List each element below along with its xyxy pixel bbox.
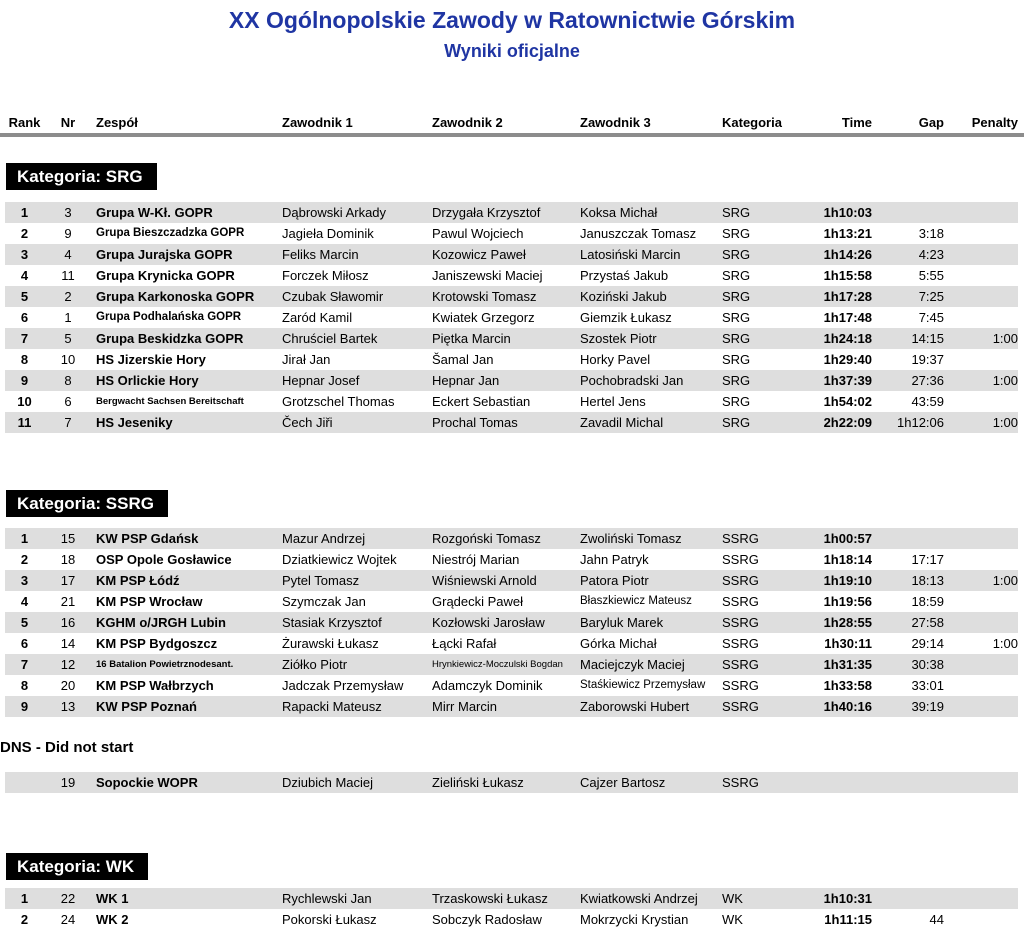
- table-row: [5, 772, 1018, 793]
- competitor-3-cell: Jahn Patryk: [580, 552, 649, 567]
- time-cell: 1h24:18: [823, 331, 872, 346]
- team-name-cell: KM PSP Wrocław: [96, 594, 203, 609]
- competitor-3-cell: Hertel Jens: [580, 394, 646, 409]
- time-cell: 1h19:10: [823, 573, 872, 588]
- table-row: [5, 286, 1018, 307]
- table-row: [5, 412, 1018, 433]
- gap-cell: 33:01: [911, 678, 944, 693]
- bib-number-cell: 8: [64, 373, 72, 388]
- gap-cell: 4:23: [918, 247, 944, 262]
- category-cell: SSRG: [722, 657, 759, 672]
- rank-cell: 4: [20, 594, 29, 609]
- team-name-cell: WK 1: [96, 891, 129, 906]
- rank-cell: 6: [20, 310, 29, 325]
- category-cell: SSRG: [722, 573, 759, 588]
- competitor-3-cell: Baryluk Marek: [580, 615, 664, 630]
- competitor-2-cell: Kwiatek Grzegorz: [432, 310, 535, 325]
- penalty-cell: [944, 307, 1018, 328]
- table-row: [5, 349, 1018, 370]
- competitor-3-cell: Horky Pavel: [580, 352, 651, 367]
- penalty-cell: [944, 675, 1018, 696]
- category-srg-banner-row: [0, 163, 1024, 190]
- competitor-3-cell: Kwiatkowski Andrzej: [580, 891, 698, 906]
- bib-number-cell: 1: [64, 310, 72, 325]
- time-cell: 1h30:11: [824, 636, 872, 651]
- competitor-3-cell: Staśkiewicz Przemysław: [580, 679, 706, 691]
- table-row: [5, 675, 1018, 696]
- rank-cell: 6: [20, 636, 29, 651]
- bib-number-cell: 13: [60, 699, 76, 714]
- time-cell: 1h17:28: [823, 289, 872, 304]
- team-name-cell: HS Jeseniky: [96, 415, 173, 430]
- competitor-3-cell: Błaszkiewicz Mateusz: [580, 595, 692, 607]
- team-name-cell: Grupa Karkonoska GOPR: [96, 289, 255, 304]
- team-name-cell: KW PSP Poznań: [96, 699, 197, 714]
- penalty-cell: [944, 202, 1018, 223]
- competitor-3-cell: Pochobradski Jan: [580, 373, 684, 388]
- category-cell: SRG: [722, 394, 751, 409]
- competitor-2-cell: Rozgoński Tomasz: [432, 531, 541, 546]
- bib-number-cell: 22: [60, 891, 76, 906]
- team-name-cell: Grupa W-Kł. GOPR: [96, 205, 213, 220]
- penalty-cell: [944, 612, 1018, 633]
- table-row: [5, 528, 1018, 549]
- table-row: [5, 244, 1018, 265]
- time-cell: 1h00:57: [823, 531, 872, 546]
- rank-cell: 3: [20, 573, 29, 588]
- time-cell: 1h33:58: [823, 678, 872, 693]
- gap-cell: 18:13: [911, 573, 944, 588]
- competitor-2-cell: Łącki Rafał: [432, 636, 497, 651]
- team-name-cell: KM PSP Łódź: [96, 573, 180, 588]
- bib-number-cell: 12: [60, 657, 76, 672]
- team-name-cell: Grupa Podhalańska GOPR: [96, 311, 242, 323]
- table-row: [5, 328, 1018, 349]
- bib-number-cell: 20: [60, 678, 76, 693]
- category-cell: SRG: [722, 289, 751, 304]
- category-cell: SRG: [722, 268, 751, 283]
- rank-cell: 2: [20, 226, 29, 241]
- time-cell: 1h31:35: [823, 657, 872, 672]
- competitor-1-cell: Jirał Jan: [282, 352, 331, 367]
- category-cell: SRG: [722, 310, 751, 325]
- competitor-1-cell: Rapacki Mateusz: [282, 699, 382, 714]
- competitor-1-cell: Czubak Sławomir: [282, 289, 384, 304]
- competitor-1-cell: Čech Jiři: [282, 415, 333, 430]
- column-header-kategoria: Kategoria: [722, 115, 782, 130]
- column-header-team: Zespół: [96, 115, 138, 130]
- time-cell: 1h15:58: [823, 268, 872, 283]
- competitor-1-cell: Żurawski Łukasz: [282, 636, 379, 651]
- competitor-2-cell: Kozłowski Jarosław: [432, 615, 545, 630]
- competitor-3-cell: Mokrzycki Krystian: [580, 912, 689, 927]
- competitor-3-cell: Koziński Jakub: [580, 289, 667, 304]
- category-cell: SRG: [722, 331, 751, 346]
- competitor-2-cell: Prochal Tomas: [432, 415, 518, 430]
- page-subtitle: Wyniki oficjalne: [444, 41, 580, 61]
- competitor-2-cell: Sobczyk Radosław: [432, 912, 542, 927]
- bib-number-cell: 19: [60, 775, 76, 790]
- time-cell: 1h28:55: [823, 615, 872, 630]
- category-ssrg-banner-row: [0, 490, 1024, 517]
- competitor-1-cell: Chruściel Bartek: [282, 331, 378, 346]
- competitor-1-cell: Dziatkiewicz Wojtek: [282, 552, 397, 567]
- column-header-time: Time: [841, 115, 872, 130]
- ssrg-results-table: [5, 528, 1018, 717]
- rank-cell: 2: [20, 912, 29, 927]
- bib-number-cell: 18: [60, 552, 76, 567]
- category-cell: SRG: [722, 247, 751, 262]
- gap-cell: [872, 888, 944, 909]
- rank-cell: 8: [20, 678, 29, 693]
- column-header-rank: Rank: [8, 115, 41, 130]
- team-name-cell: OSP Opole Gosławice: [96, 552, 232, 567]
- category-wk-banner: Kategoria: WK: [6, 853, 148, 880]
- competitor-1-cell: Pytel Tomasz: [282, 573, 360, 588]
- dns-heading: DNS - Did not start: [0, 739, 134, 756]
- competitor-1-cell: Ziółko Piotr: [282, 657, 348, 672]
- team-name-cell: Grupa Jurajska GOPR: [96, 247, 233, 262]
- penalty-cell: 1:00: [992, 415, 1018, 430]
- column-header-row: [5, 112, 1018, 133]
- penalty-cell: [944, 223, 1018, 244]
- bib-number-cell: 24: [60, 912, 76, 927]
- bib-number-cell: 15: [60, 531, 76, 546]
- column-header-penalty: Penalty: [971, 115, 1018, 130]
- gap-cell: 19:37: [911, 352, 944, 367]
- competitor-1-cell: Forczek Miłosz: [282, 268, 369, 283]
- bib-number-cell: 9: [64, 226, 72, 241]
- time-cell: 2h22:09: [823, 415, 872, 430]
- penalty-cell: 1:00: [992, 636, 1018, 651]
- rank-cell: 1: [20, 531, 29, 546]
- team-name-cell: HS Orlickie Hory: [96, 373, 199, 388]
- gap-cell: [872, 202, 944, 223]
- time-cell: 1h18:14: [823, 552, 872, 567]
- gap-cell: 17:17: [911, 552, 944, 567]
- competitor-3-cell: Giemzik Łukasz: [580, 310, 672, 325]
- rank-cell: 7: [20, 331, 29, 346]
- penalty-cell: [944, 696, 1018, 717]
- team-name-cell: HS Jizerskie Hory: [96, 352, 206, 367]
- gap-cell: 7:45: [918, 310, 944, 325]
- time-cell: 1h10:31: [823, 891, 872, 906]
- bib-number-cell: 10: [60, 352, 76, 367]
- competitor-1-cell: Rychlewski Jan: [282, 891, 372, 906]
- penalty-cell: [944, 391, 1018, 412]
- gap-cell: 43:59: [911, 394, 944, 409]
- competitor-2-cell: Adamczyk Dominik: [432, 678, 543, 693]
- penalty-cell: [944, 528, 1018, 549]
- gap-cell: 39:19: [911, 699, 944, 714]
- competitor-1-cell: Grotzschel Thomas: [282, 394, 395, 409]
- category-cell: SSRG: [722, 775, 759, 790]
- competitor-2-cell: Pawul Wojciech: [432, 226, 524, 241]
- competitor-1-cell: Szymczak Jan: [282, 594, 366, 609]
- competitor-2-cell: Kozowicz Paweł: [432, 247, 526, 262]
- category-ssrg-banner: Kategoria: SSRG: [6, 490, 168, 517]
- gap-cell: 27:58: [911, 615, 944, 630]
- competitor-2-cell: Eckert Sebastian: [432, 394, 531, 409]
- competitor-2-cell: Šamal Jan: [432, 352, 494, 367]
- competitor-3-cell: Cajzer Bartosz: [580, 775, 666, 790]
- competitor-1-cell: Stasiak Krzysztof: [282, 615, 382, 630]
- rank-cell: 5: [20, 615, 29, 630]
- competitor-2-cell: Krotowski Tomasz: [432, 289, 537, 304]
- gap-cell: 5:55: [918, 268, 944, 283]
- gap-cell: 7:25: [918, 289, 944, 304]
- dns-table: [5, 772, 1018, 793]
- rank-cell: 5: [20, 289, 29, 304]
- category-cell: SRG: [722, 226, 751, 241]
- gap-cell: [872, 772, 944, 793]
- table-row: [5, 909, 1018, 930]
- column-header-nr: Nr: [60, 115, 76, 130]
- competitor-2-cell: Mirr Marcin: [432, 699, 497, 714]
- penalty-cell: [944, 265, 1018, 286]
- competitor-1-cell: Zaród Kamil: [282, 310, 353, 325]
- competitor-3-cell: Szostek Piotr: [580, 331, 657, 346]
- time-cell: 1h54:02: [823, 394, 872, 409]
- category-cell: SRG: [722, 373, 751, 388]
- penalty-cell: 1:00: [992, 331, 1018, 346]
- time-cell: 1h17:48: [823, 310, 872, 325]
- team-name-cell: Grupa Bieszczadzka GOPR: [96, 227, 245, 239]
- competitor-2-cell: Hepnar Jan: [432, 373, 500, 388]
- bib-number-cell: 16: [60, 615, 76, 630]
- gap-cell: 44: [929, 912, 944, 927]
- time-cell: 1h13:21: [823, 226, 872, 241]
- competitor-2-cell: Zieliński Łukasz: [432, 775, 524, 790]
- rank-cell: 9: [20, 373, 29, 388]
- team-name-cell: KM PSP Wałbrzych: [96, 678, 214, 693]
- rank-cell: 2: [20, 552, 29, 567]
- rank-cell: 10: [17, 394, 32, 409]
- competitor-3-cell: Koksa Michał: [580, 205, 658, 220]
- table-row: [5, 202, 1018, 223]
- penalty-cell: [944, 772, 1018, 793]
- competitor-3-cell: Maciejczyk Maciej: [580, 657, 685, 672]
- category-cell: WK: [722, 912, 743, 927]
- competitor-3-cell: Zavadil Michal: [580, 415, 664, 430]
- category-cell: SSRG: [722, 552, 759, 567]
- category-cell: SSRG: [722, 699, 759, 714]
- bib-number-cell: 14: [60, 636, 76, 651]
- team-name-cell: Grupa Beskidzka GOPR: [96, 331, 244, 346]
- column-header-gap: Gap: [918, 115, 944, 130]
- table-row: [5, 223, 1018, 244]
- gap-cell: 18:59: [911, 594, 944, 609]
- bib-number-cell: 7: [64, 415, 72, 430]
- table-row: [5, 654, 1018, 675]
- table-row: [5, 370, 1018, 391]
- category-cell: SRG: [722, 205, 751, 220]
- table-row: [5, 307, 1018, 328]
- team-name-cell: WK 2: [96, 912, 129, 927]
- rank-cell: 8: [20, 352, 29, 367]
- gap-cell: 29:14: [911, 636, 944, 651]
- column-header-zawodnik1: Zawodnik 1: [282, 115, 353, 130]
- competitor-1-cell: Mazur Andrzej: [282, 531, 366, 546]
- time-cell: 1h11:15: [824, 912, 872, 927]
- table-row: [5, 591, 1018, 612]
- bib-number-cell: 3: [64, 205, 72, 220]
- team-name-cell: KM PSP Bydgoszcz: [96, 636, 218, 651]
- competitor-3-cell: Patora Piotr: [580, 573, 649, 588]
- bib-number-cell: 6: [64, 394, 72, 409]
- competitor-2-cell: Wiśniewski Arnold: [432, 573, 537, 588]
- srg-results-table: [5, 202, 1018, 433]
- competitor-1-cell: Jadczak Przemysław: [282, 678, 404, 693]
- gap-cell: 14:15: [911, 331, 944, 346]
- competitor-2-cell: Janiszewski Maciej: [432, 268, 543, 283]
- category-cell: SSRG: [722, 615, 759, 630]
- time-cell: 1h37:39: [823, 373, 872, 388]
- gap-cell: [872, 528, 944, 549]
- rank-cell: [5, 772, 44, 793]
- competitor-2-cell: Trzaskowski Łukasz: [432, 891, 548, 906]
- table-row: [5, 570, 1018, 591]
- competitor-3-cell: Górka Michał: [580, 636, 657, 651]
- category-wk-banner-row: [0, 853, 1024, 880]
- bib-number-cell: 17: [60, 573, 76, 588]
- competitor-3-cell: Latosiński Marcin: [580, 247, 681, 262]
- time-cell: [790, 772, 872, 793]
- penalty-cell: [944, 286, 1018, 307]
- bib-number-cell: 4: [64, 247, 72, 262]
- penalty-cell: [944, 591, 1018, 612]
- penalty-cell: [944, 909, 1018, 930]
- competitor-3-cell: Zwoliński Tomasz: [580, 531, 682, 546]
- column-header-zawodnik2: Zawodnik 2: [432, 115, 503, 130]
- competitor-1-cell: Dąbrowski Arkady: [282, 205, 387, 220]
- competitor-3-cell: Januszczak Tomasz: [580, 226, 697, 241]
- competitor-3-cell: Przystaś Jakub: [580, 268, 669, 283]
- competitor-2-cell: Niestrój Marian: [432, 552, 520, 567]
- category-cell: SSRG: [722, 678, 759, 693]
- table-row: [5, 549, 1018, 570]
- table-row: [5, 612, 1018, 633]
- competitor-1-cell: Dziubich Maciej: [282, 775, 374, 790]
- gap-cell: 30:38: [911, 657, 944, 672]
- gap-cell: 1h12:06: [897, 415, 944, 430]
- table-row: [5, 633, 1018, 654]
- rank-cell: 1: [20, 891, 29, 906]
- bib-number-cell: 21: [60, 594, 76, 609]
- wk-results-table: [5, 888, 1018, 930]
- category-cell: SSRG: [722, 594, 759, 609]
- competitor-1-cell: Pokorski Łukasz: [282, 912, 377, 927]
- bib-number-cell: 11: [61, 268, 75, 283]
- competitor-1-cell: Jagieła Dominik: [282, 226, 374, 241]
- penalty-cell: 1:00: [992, 573, 1018, 588]
- team-name-cell: Grupa Krynicka GOPR: [96, 268, 235, 283]
- header-rule: [0, 133, 1024, 137]
- rank-cell: 1: [20, 205, 29, 220]
- time-cell: 1h40:16: [823, 699, 872, 714]
- competitor-1-cell: Hepnar Josef: [282, 373, 360, 388]
- competitor-2-cell: Hrynkiewicz-Moczulski Bogdan: [432, 659, 563, 670]
- penalty-cell: 1:00: [992, 373, 1018, 388]
- category-cell: SSRG: [722, 531, 759, 546]
- team-name-cell: Bergwacht Sachsen Bereitschaft: [96, 396, 244, 407]
- time-cell: 1h10:03: [823, 205, 872, 220]
- rank-cell: 7: [20, 657, 29, 672]
- time-cell: 1h29:40: [823, 352, 872, 367]
- competitor-2-cell: Piętka Marcin: [432, 331, 511, 346]
- table-row: [5, 391, 1018, 412]
- penalty-cell: [944, 244, 1018, 265]
- gap-cell: 3:18: [918, 226, 944, 241]
- rank-cell: 11: [17, 415, 32, 430]
- column-header-zawodnik3: Zawodnik 3: [580, 115, 651, 130]
- table-row: [5, 696, 1018, 717]
- category-cell: SRG: [722, 352, 751, 367]
- team-name-cell: 16 Batalion Powietrznodesant.: [96, 659, 234, 670]
- category-cell: WK: [722, 891, 743, 906]
- bib-number-cell: 2: [64, 289, 72, 304]
- team-name-cell: KW PSP Gdańsk: [96, 531, 199, 546]
- penalty-cell: [944, 549, 1018, 570]
- rank-cell: 3: [20, 247, 29, 262]
- team-name-cell: Sopockie WOPR: [96, 775, 198, 790]
- penalty-cell: [944, 888, 1018, 909]
- time-cell: 1h19:56: [823, 594, 872, 609]
- penalty-cell: [944, 349, 1018, 370]
- competitor-1-cell: Feliks Marcin: [282, 247, 359, 262]
- table-row: [5, 888, 1018, 909]
- category-cell: SRG: [722, 415, 751, 430]
- category-srg-banner: Kategoria: SRG: [6, 163, 157, 190]
- bib-number-cell: 5: [64, 331, 72, 346]
- team-name-cell: KGHM o/JRGH Lubin: [96, 615, 226, 630]
- rank-cell: 9: [20, 699, 29, 714]
- competitor-2-cell: Drzygała Krzysztof: [432, 205, 541, 220]
- gap-cell: 27:36: [911, 373, 944, 388]
- time-cell: 1h14:26: [823, 247, 872, 262]
- page-title: XX Ogólnopolskie Zawody w Ratownictwie Górskim: [228, 7, 796, 33]
- table-row: [5, 265, 1018, 286]
- category-cell: SSRG: [722, 636, 759, 651]
- rank-cell: 4: [20, 268, 29, 283]
- competitor-2-cell: Grądecki Paweł: [432, 594, 524, 609]
- competitor-3-cell: Zaborowski Hubert: [580, 699, 690, 714]
- penalty-cell: [944, 654, 1018, 675]
